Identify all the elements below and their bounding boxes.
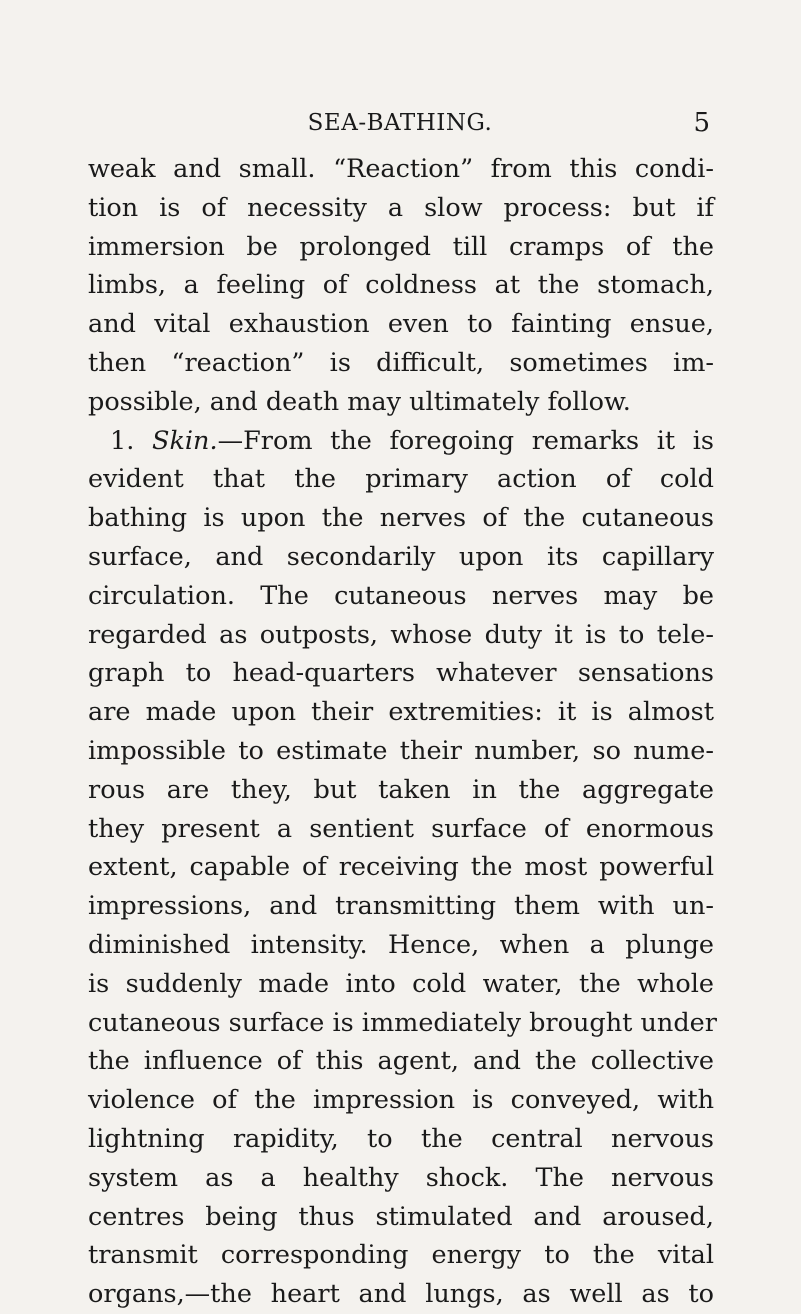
text-line: immersion be prolonged till cramps of the bbox=[88, 231, 714, 262]
text-line: they present a sentient surface of enormous bbox=[88, 813, 714, 844]
text-line: evident that the primary action of cold bbox=[88, 464, 714, 495]
text-line: circulation. The cutaneous nerves may be bbox=[88, 580, 714, 611]
text-line: diminished intensity. Hence, when a plunge bbox=[88, 929, 714, 960]
text-line: surface, and secondarily upon its capillary bbox=[88, 541, 714, 572]
text-line: and vital exhaustion even to fainting ensue, bbox=[88, 309, 714, 340]
text-line: graph to head-quarters whatever sensations bbox=[88, 658, 714, 689]
running-title: SEA-BATHING. bbox=[307, 110, 493, 136]
text-line: lightning rapidity, to the central nervous bbox=[88, 1123, 714, 1154]
text-line: organs,—the heart and lungs, as well as to bbox=[88, 1279, 714, 1310]
text-line: weak and small. “Reaction” from this condi- bbox=[88, 154, 714, 184]
text-line: are made upon their extremities: it is almost bbox=[88, 697, 714, 728]
text-line: limbs, a feeling of coldness at the stomach, bbox=[88, 270, 714, 301]
text-line: impressions, and transmitting them with un- bbox=[88, 891, 714, 922]
body-text bbox=[88, 150, 717, 1314]
text-line: system as a healthy shock. The nervous bbox=[88, 1162, 714, 1193]
text-line: regarded as outposts, whose duty it is to tele- bbox=[88, 619, 714, 650]
section-heading: Skin. bbox=[151, 425, 218, 456]
text-line: violence of the impression is conveyed, with bbox=[88, 1085, 714, 1116]
text-line: cutaneous surface is immediately brought under bbox=[88, 1007, 717, 1038]
page-number: 5 bbox=[693, 108, 710, 138]
text-line: the influence of this agent, and the collective bbox=[88, 1046, 714, 1077]
text-line: transmit corresponding energy to the vital bbox=[88, 1240, 714, 1271]
text-line: centres being thus stimulated and aroused, bbox=[88, 1201, 714, 1232]
section-first-line-text: —From the foregoing remarks it is bbox=[217, 425, 715, 456]
text-line: extent, capable of receiving the most powerful bbox=[88, 852, 714, 883]
section-number: 1. bbox=[110, 425, 135, 456]
text-line: then “reaction” is difficult, sometimes im- bbox=[88, 347, 714, 378]
text-line: impossible to estimate their number, so nume- bbox=[88, 735, 714, 766]
running-head bbox=[90, 108, 710, 138]
text-line: rous are they, but taken in the aggregate bbox=[88, 774, 714, 805]
text-line: bathing is upon the nerves of the cutaneous bbox=[88, 503, 714, 534]
section-first-line bbox=[88, 422, 714, 461]
text-line: possible, and death may ultimately follow. bbox=[88, 386, 631, 417]
text-line: tion is of necessity a slow process: but if bbox=[88, 192, 714, 223]
text-line: is suddenly made into cold water, the whole bbox=[88, 968, 714, 999]
